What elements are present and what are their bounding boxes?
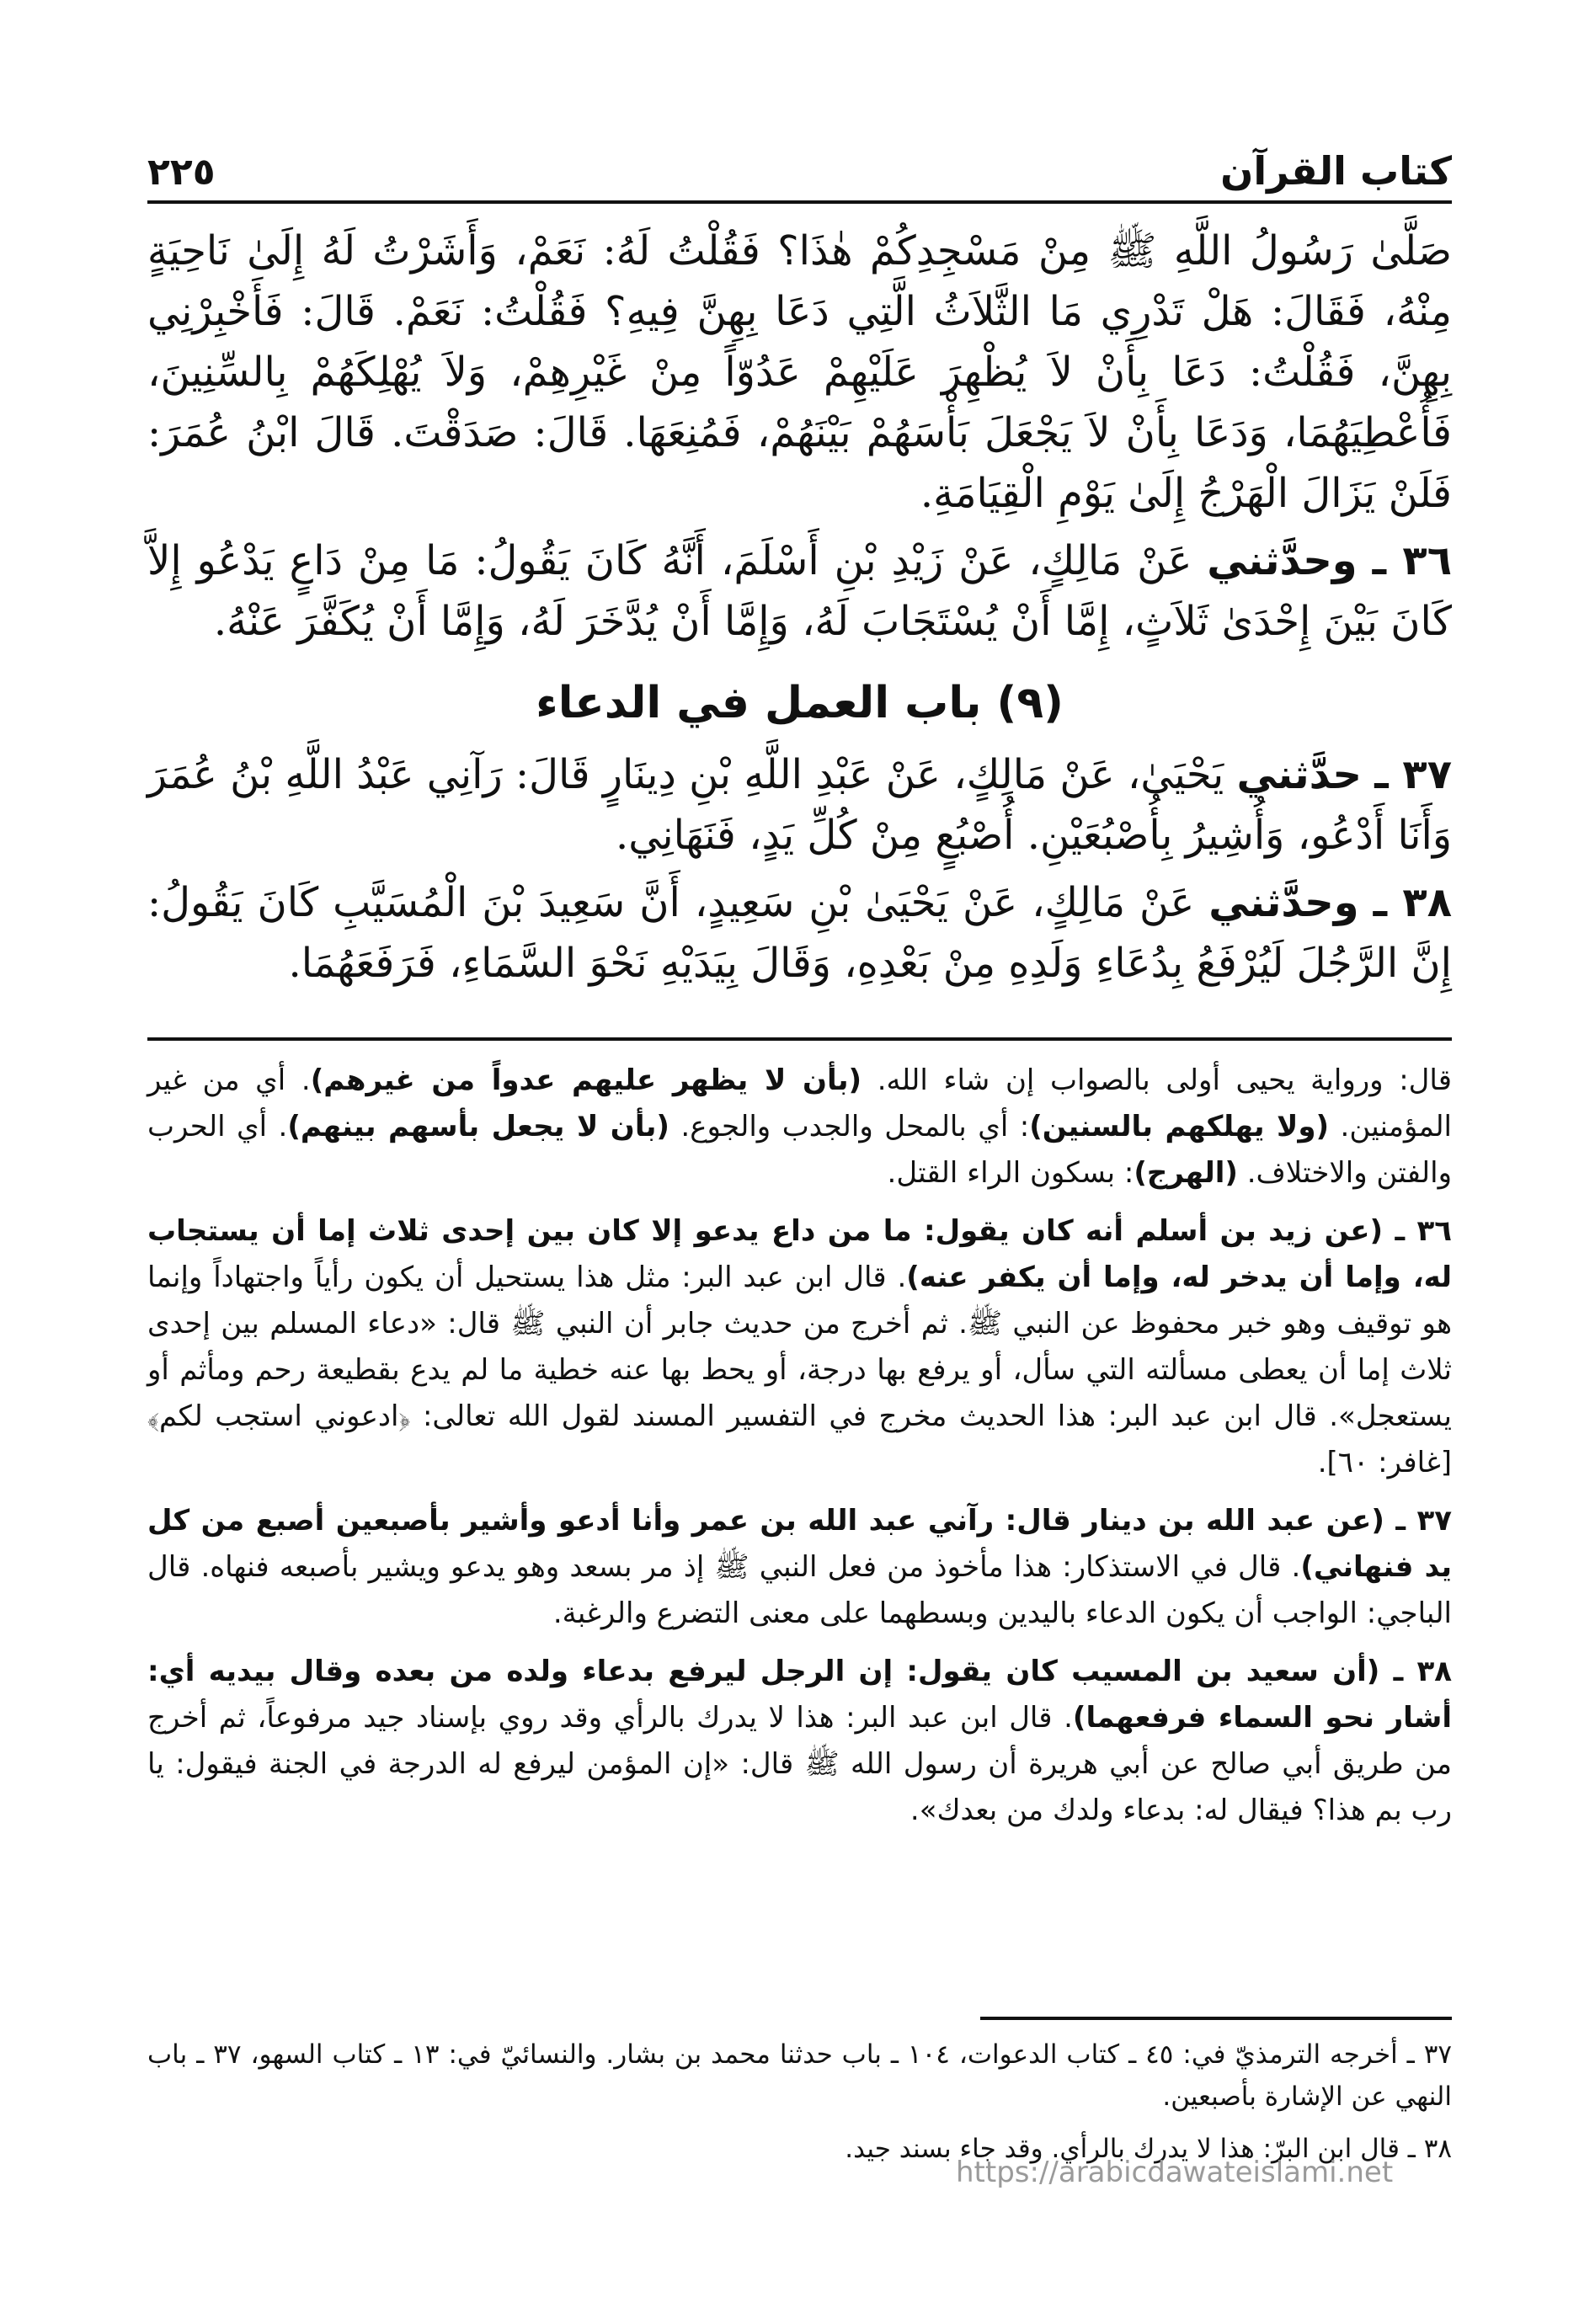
- main-text: [147, 221, 1452, 1000]
- footnote-rule: [980, 2017, 1452, 2020]
- watermark-url: https://arabicdawateislami.net: [956, 2156, 1394, 2189]
- hadith-opening: وحدَّثني: [1207, 537, 1358, 584]
- hadith-37: [147, 744, 1452, 866]
- commentary-quote: ٣٦ ـ (عن زيد بن أسلم أنه كان يقول: ما من داع يدعو إلا كان بين إحدى ثلاث إما أن يستجاب له، وإما أن يدخر له، وإما أن يكفر عنه): [147, 1214, 1452, 1294]
- commentary-quote: (بأن لا يظهر عليهم عدواً من غيرهم): [310, 1063, 862, 1097]
- footnote-38: ٣٨ ـ قال ابن البرّ: هذا لا يدرك بالرأي. وقد جاء بسند جيد.: [845, 2134, 1452, 2164]
- commentary-text: قال: ورواية يحيى أولى بالصواب إن شاء الله.: [877, 1063, 1452, 1097]
- commentary-36: [147, 1208, 1452, 1486]
- commentary-text: . قال في الاستذكار: هذا مأخوذ من فعل النبي ﷺ إذ مر بسعد وهو يدعو ويشير بأصبعه فنهاه. قال الباجي: الواجب أن يكون الدعاء باليدين وبسطهما على معنى التضرع والرغبة.: [147, 1550, 1452, 1630]
- commentary-text: : أي بالمحل والجدب والجوع.: [680, 1110, 1030, 1143]
- commentary-quote: ٣٧ ـ (عن عبد الله بن دينار قال: رآني عبد الله بن عمر وأنا أدعو وأشير بأصبعين أصبع من كل يد فنهاني): [147, 1504, 1452, 1584]
- commentary-text: . قال ابن عبد البر: هذا لا يدرك بالرأي وقد روي بإسناد جيد مرفوعاً، ثم أخرج من طريق أبي صالح عن أبي هريرة أن رسول الله ﷺ قال: «إن المؤمن ليرفع له الدرجة في الجنة فيقول: يا رب بم هذا؟ فيقال له: بدعاء ولدك من بعدك».: [147, 1701, 1452, 1827]
- hadith-36: [147, 530, 1452, 652]
- hadith-number: ٣٧ ـ: [1374, 751, 1452, 798]
- hadith-number: ٣٦ ـ: [1372, 537, 1452, 584]
- page-number: ٢٢٥: [147, 151, 216, 194]
- commentary-text: : بسكون الراء القتل.: [887, 1156, 1134, 1190]
- footnote-37: ٣٧ ـ أخرجه الترمذيّ في: ٤٥ ـ كتاب الدعوات، ١٠٤ ـ باب حدثنا محمد بن بشار. والنسائيّ في: ١٣ ـ كتاب السهو، ٣٧ ـ باب النهي عن الإشارة بأصبعين.: [147, 2039, 1453, 2112]
- chapter-heading: (٩) باب العمل في الدعاء: [536, 678, 1064, 728]
- commentary-quote: (ولا يهلكهم بالسنين): [1029, 1110, 1330, 1143]
- hadith-opening: حدَّثني: [1236, 751, 1362, 798]
- hadith-text: عَنْ مَالِكٍ، عَنْ زَيْدِ بْنِ أَسْلَمَ، أَنَّهُ كَانَ يَقُولُ: مَا مِنْ دَاعٍ يَدْعُو إِلاَّ كَانَ بَيْنَ إِحْدَىٰ ثَلاَثٍ، إِمَّا أَنْ يُسْتَجَابَ لَهُ، وَإِمَّا أَنْ يُدَّخَرَ لَهُ، وَإِمَّا أَنْ يُكَفَّرَ عَنْهُ.: [147, 537, 1452, 645]
- page-header: [147, 126, 1452, 204]
- divider-rule: [147, 1037, 1452, 1041]
- commentary-text: . أي الحرب والفتن والاختلاف.: [147, 1110, 1452, 1190]
- commentary-quote: (بأن لا يجعل بأسهم بينهم): [287, 1110, 669, 1143]
- commentary-paragraph: [147, 1058, 1452, 1197]
- commentary-text: . قال ابن عبد البر: مثل هذا يستحيل أن يكون رأياً واجتهاداً وإنما هو توقيف وهو خبر محفوظ عن النبي ﷺ. ثم أخرج من حديث جابر أن النبي ﷺ قال: «دعاء المسلم بين إحدى ثلاث إما أن يعطى مسألته التي سأل، أو يرفع بها درجة، أو يحط بها عنه خطية ما لم يدع بقطيعة رحم ومأثم أو يستعجل». قال ابن عبد البر: هذا الحديث مخرج في التفسير المسند لقول الله تعالى: ﴿ادعوني استجب لكم﴾ [غافر: ٦٠].: [147, 1261, 1452, 1479]
- main-paragraph: صَلَّىٰ رَسُولُ اللَّهِ ﷺ مِنْ مَسْجِدِكُمْ هٰذَا؟ فَقُلْتُ لَهُ: نَعَمْ، وَأَشَرْتُ لَهُ إِلَىٰ نَاحِيَةٍ مِنْهُ، فَقَالَ: هَلْ تَدْرِي مَا الثَّلاَثُ الَّتِي دَعَا بِهِنَّ فِيهِ؟ فَقُلْتُ: نَعَمْ. قَالَ: فَأَخْبِرْنِي بِهِنَّ، فَقُلْتُ: دَعَا بِأَنْ لاَ يُظْهِرَ عَلَيْهِمْ عَدُوّاً مِنْ غَيْرِهِمْ، وَلاَ يُهْلِكَهُمْ بِالسِّنِينَ، فَأُعْطِيَهُمَا، وَدَعَا بِأَنْ لاَ يَجْعَلَ بَأْسَهُمْ بَيْنَهُمْ، فَمُنِعَهَا. قَالَ: صَدَقْتَ. قَالَ ابْنُ عُمَرَ: فَلَنْ يَزَالَ الْهَرْجُ إِلَىٰ يَوْمِ الْقِيَامَةِ.: [147, 227, 1452, 517]
- hadith-text: يَحْيَىٰ، عَنْ مَالِكٍ، عَنْ عَبْدِ اللَّهِ بْنِ دِينَارٍ قَالَ: رَآنِي عَبْدُ اللَّهِ بْنُ عُمَرَ وَأَنَا أَدْعُو، وَأُشِيرُ بِأُصْبُعَيْنِ. أُصْبُعٍ مِنْ كُلِّ يَدٍ، فَنَهَانِي.: [147, 751, 1452, 859]
- commentary-quote: ٣٨ ـ (أن سعيد بن المسيب كان يقول: إن الرجل ليرفع بدعاء ولده من بعده وقال بيديه أي: أشار نحو السماء فرفعهما): [147, 1655, 1453, 1735]
- commentary-section: [147, 1058, 1452, 1846]
- book-title: كتاب القرآن: [1220, 148, 1452, 194]
- hadith-opening: وحدَّثني: [1208, 879, 1359, 926]
- commentary-37: [147, 1498, 1452, 1637]
- commentary-quote: (الهرج): [1134, 1156, 1238, 1190]
- commentary-text: . أي من غير المؤمنين.: [147, 1063, 1452, 1143]
- hadith-38: [147, 872, 1452, 994]
- hadith-text: عَنْ مَالِكٍ، عَنْ يَحْيَىٰ بْنِ سَعِيدٍ، أَنَّ سَعِيدَ بْنَ الْمُسَيَّبِ كَانَ يَقُولُ: إِنَّ الرَّجُلَ لَيُرْفَعُ بِدُعَاءِ وَلَدِهِ مِنْ بَعْدِهِ، وَقَالَ بِيَدَيْهِ نَحْوَ السَّمَاءِ، فَرَفَعَهُمَا.: [147, 879, 1452, 987]
- commentary-38: [147, 1649, 1452, 1834]
- hadith-number: ٣٨ ـ: [1373, 879, 1452, 926]
